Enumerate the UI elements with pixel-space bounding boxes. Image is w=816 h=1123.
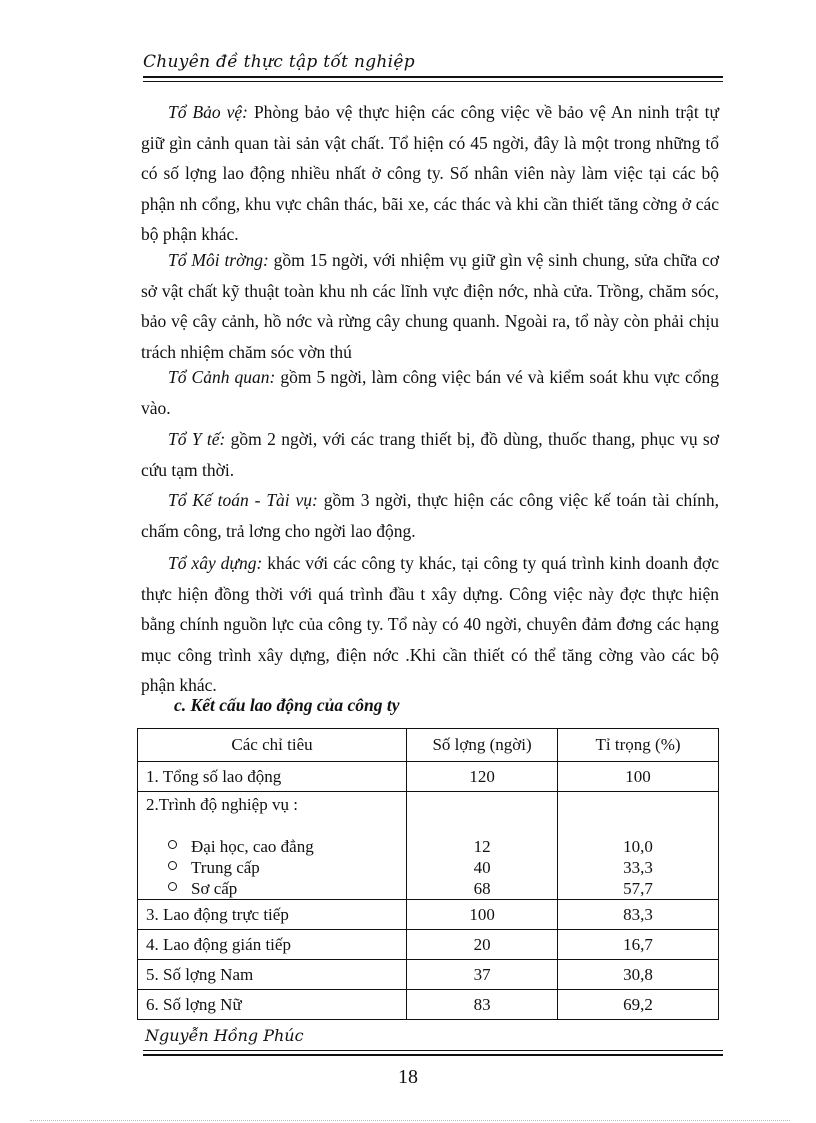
group-item — [146, 878, 402, 899]
header-rule-thin — [143, 81, 723, 82]
paragraph-lead: Tổ Y tế: — [168, 429, 226, 449]
section-heading: c. Kết cấu lao động của công ty — [174, 695, 400, 715]
table-row — [138, 762, 719, 792]
footer-author: Nguyễn Hồng Phúc — [145, 1026, 304, 1045]
group-item-ratio: 33,3 — [623, 858, 653, 877]
group-item-ratio: 57,7 — [623, 879, 653, 898]
paragraph-to-xay-dung — [141, 548, 719, 701]
column-header: Các chỉ tiêu — [138, 729, 407, 762]
paragraph-lead: Tổ Môi trờng: — [168, 250, 269, 270]
group-item-label: Sơ cấp — [191, 879, 238, 898]
paragraph-to-y-te — [141, 424, 719, 485]
circle-bullet-icon — [168, 882, 177, 891]
row-count: 20 — [407, 930, 558, 960]
table-row-group — [138, 792, 719, 900]
paragraph-lead: Tổ Kế toán - Tài vụ: — [168, 490, 318, 510]
paragraph-lead: Tổ xây dựng: — [168, 553, 263, 573]
row-ratio: 83,3 — [558, 900, 719, 930]
row-ratio: 69,2 — [558, 990, 719, 1020]
paragraph-to-canh-quan — [141, 362, 719, 423]
row-count: 120 — [407, 762, 558, 792]
footer-rule-thin — [143, 1050, 723, 1051]
row-label: 5. Số lợng Nam — [138, 960, 407, 990]
row-label: 4. Lao động gián tiếp — [138, 930, 407, 960]
paragraph-body: gồm 3 ngời, thực hiện các công việc kế toán tài chính, chấm công, trả lơng cho ngời lao động. — [141, 490, 719, 541]
paragraph-lead: Tổ Cảnh quan: — [168, 367, 276, 387]
column-header: Số lợng (ngời) — [407, 729, 558, 762]
table-row — [138, 900, 719, 930]
circle-bullet-icon — [168, 861, 177, 870]
paragraph-body: gồm 15 ngời, với nhiệm vụ giữ gìn vệ sinh chung, sửa chữa cơ sở vật chất kỹ thuật toàn khu nh các lĩnh vực điện nớc, nhà cửa. Trồng, chăm sóc, bảo vệ cây cảnh, hồ nớc và rừng cây chung quanh. Ngoài ra, tổ này còn phải chịu trách nhiệm chăm sóc vờn thú — [141, 250, 719, 362]
column-header: Tỉ trọng (%) — [558, 729, 719, 762]
row-count: 83 — [407, 990, 558, 1020]
table-row — [138, 960, 719, 990]
page-bottom-edge — [30, 1120, 790, 1121]
paragraph-to-moi-truong — [141, 245, 719, 367]
table-row — [138, 990, 719, 1020]
group-label: 2.Trình độ nghiệp vụ : — [146, 795, 298, 814]
group-item-count: 68 — [473, 879, 491, 898]
row-label: 1. Tổng số lao động — [138, 762, 407, 792]
paragraph-body: gồm 5 ngời, làm công việc bán vé và kiểm soát khu vực cổng vào. — [141, 367, 719, 418]
group-ratio-cell — [558, 792, 719, 900]
paragraph-lead: Tổ Bảo vệ: — [168, 102, 248, 122]
labor-structure-table — [137, 728, 719, 1020]
header-rule-thick — [143, 76, 723, 78]
circle-bullet-icon — [168, 840, 177, 849]
group-item-count: 12 — [473, 837, 491, 856]
paragraph-body: Phòng bảo vệ thực hiện các công việc về bảo vệ An ninh trật tự giữ gìn cảnh quan tài sản vật chất. Tổ hiện có 45 ngời, đây là một trong những tổ có số lợng lao động nhiều nhất ở công ty. Số nhân viên này làm việc tại các bộ phận nh cổng, khu vực chân thác, bãi xe, các thác và khi cần thiết tăng cờng ở các bộ phận khác. — [141, 102, 719, 244]
group-item-label: Đại học, cao đẳng — [191, 837, 314, 856]
paragraph-body: gồm 2 ngời, với các trang thiết bị, đồ dùng, thuốc thang, phục vụ sơ cứu tạm thời. — [141, 429, 719, 480]
paragraph-body: khác với các công ty khác, tại công ty quá trình kinh doanh đợc thực hiện đồng thời với quá trình đầu t xây dựng. Công việc này đợc thực hiện bằng chính nguồn lực của công ty. Tổ này có 40 ngời, chuyên đảm đơng các hạng mục công trình xây dựng, điện nớc .Khi cần thiết có thể tăng cờng vào các bộ phận khác. — [141, 553, 720, 695]
footer-rule-thick — [143, 1054, 723, 1056]
group-item-count: 40 — [473, 858, 491, 877]
row-count: 37 — [407, 960, 558, 990]
row-ratio: 100 — [558, 762, 719, 792]
group-item — [146, 857, 402, 878]
row-count: 100 — [407, 900, 558, 930]
group-item-label: Trung cấp — [191, 858, 260, 877]
page-header-title: Chuyên đề thực tập tốt nghiệp — [143, 52, 415, 72]
group-item-ratio: 10,0 — [623, 837, 653, 856]
row-ratio: 30,8 — [558, 960, 719, 990]
group-count-cell — [407, 792, 558, 900]
paragraph-to-ke-toan — [141, 485, 719, 546]
row-label: 3. Lao động trực tiếp — [138, 900, 407, 930]
paragraph-to-bao-ve — [141, 97, 719, 250]
group-item — [146, 836, 402, 857]
row-ratio: 16,7 — [558, 930, 719, 960]
group-label-cell — [138, 792, 407, 900]
table-row — [138, 930, 719, 960]
row-label: 6. Số lợng Nữ — [138, 990, 407, 1020]
table-header-row — [138, 729, 719, 762]
page-number: 18 — [398, 1066, 418, 1088]
